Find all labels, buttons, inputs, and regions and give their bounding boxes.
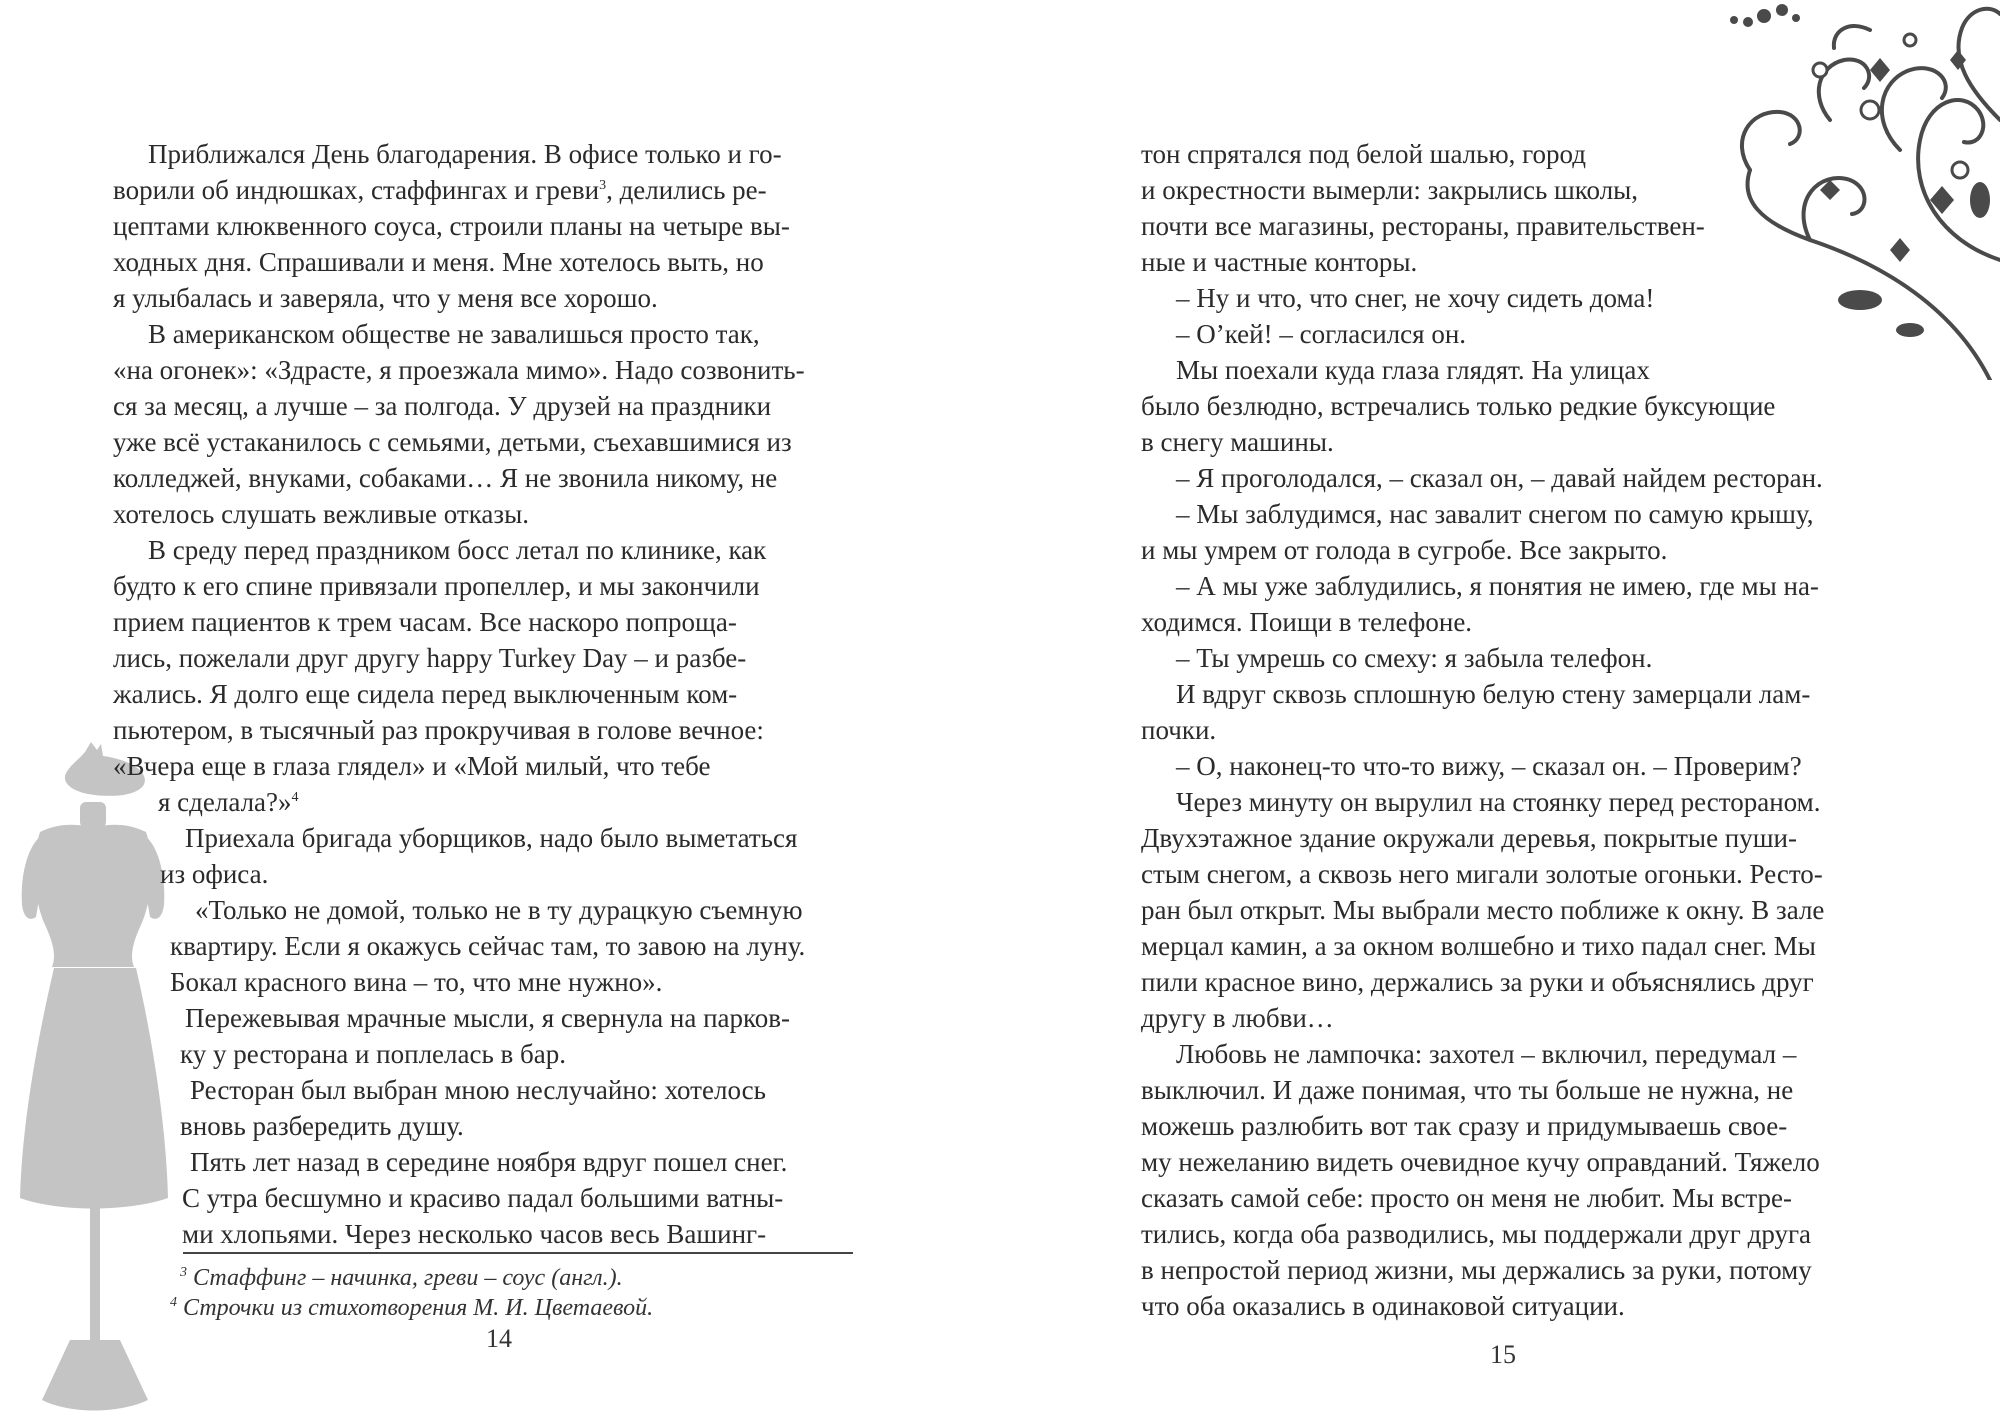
text-line: уже всё устаканилось с семьями, детьми, съехавшимися из (113, 427, 792, 457)
text-line: будто к его спине привязали пропеллер, и мы закончили (113, 571, 760, 601)
footnote (180, 1265, 623, 1292)
text-line: – А мы уже заблудились, я понятия не имею, где мы на- (1176, 571, 1819, 601)
page-number: 14 (486, 1324, 512, 1353)
text-line: сказать самой себе: просто он меня не любит. Мы встре- (1141, 1183, 1793, 1213)
text-line: можешь разлюбить вот так сразу и придумываешь свое- (1141, 1111, 1788, 1141)
text-line: колледжей, внуками, собаками… Я не звонила никому, не (113, 463, 778, 493)
text-line: Ресторан был выбран мною неслучайно: хотелось (190, 1075, 766, 1105)
footnote-ref: 3 (599, 178, 607, 193)
text-line: тились, когда оба разводились, мы поддержали друг друга (1141, 1219, 1812, 1249)
footnote-ref: 4 (291, 790, 299, 805)
text-line: что оба оказались в одинаковой ситуации. (1141, 1291, 1625, 1321)
text-line: мерцал камин, а за окном волшебно и тихо падал снег. Мы (1141, 931, 1816, 961)
footnote-text: Стаффинг – начинка, греви – соус (англ.). (193, 1265, 623, 1291)
text-fragment: ворили об индюшках, стаффингах и греви (113, 175, 600, 205)
text-line: и окрестности вымерли: закрылись школы, (1141, 175, 1639, 205)
text-line (158, 784, 299, 820)
text-line: из офиса. (160, 859, 269, 889)
text-line: ся за месяц, а лучше – за полгода. У друзей на праздники (113, 391, 772, 421)
text-line: «Только не домой, только не в ту дурацкую съемную (195, 895, 803, 925)
right-page (1000, 0, 2000, 1421)
footnote-mark: 3 (180, 1265, 187, 1280)
text-line: ку у ресторана и поплелась в бар. (180, 1039, 567, 1069)
text-line: стым снегом, а сквозь него мигали золотые огоньки. Ресто- (1141, 859, 1823, 889)
text-line: – Ну и что, что снег, не хочу сидеть дома! (1176, 283, 1655, 313)
text-line: квартиру. Если я окажусь сейчас там, то завою на луну. (170, 931, 806, 961)
text-line: В американском обществе не завалишься просто так, (148, 319, 760, 349)
text-line: ные и частные конторы. (1141, 247, 1418, 277)
text-fragment: я сделала?» (158, 787, 292, 817)
text-line: Мы поехали куда глаза глядят. На улицах (1176, 355, 1650, 385)
text-line: ран был открыт. Мы выбрали место поближе к окну. В зале (1141, 895, 1825, 925)
text-line: Пережевывая мрачные мысли, я свернула на парков- (185, 1003, 791, 1033)
text-line: ходных дня. Спрашивали и меня. Мне хотелось выть, но (113, 247, 764, 277)
text-line: Бокал красного вина – то, что мне нужно». (170, 967, 663, 997)
text-line (113, 172, 767, 208)
text-line: – Я проголодался, – сказал он, – давай найдем ресторан. (1176, 463, 1823, 493)
text-line: И вдруг сквозь сплошную белую стену замерцали лам- (1176, 679, 1811, 709)
text-line: пьютером, в тысячный раз прокручивая в голове вечное: (113, 715, 764, 745)
footnote-mark: 4 (170, 1295, 177, 1310)
text-line: цептами клюквенного соуса, строили планы на четыре вы- (113, 211, 790, 241)
text-line: – О, наконец-то что-то вижу, – сказал он. – Проверим? (1176, 751, 1802, 781)
text-line: «на огонек»: «Здрасте, я проезжала мимо». Надо созвонить- (113, 355, 805, 385)
text-line: жались. Я долго еще сидела перед выключенным ком- (113, 679, 738, 709)
text-line: было безлюдно, встречались только редкие буксующие (1141, 391, 1776, 421)
text-line: в непростой период жизни, мы держались за руки, потому (1141, 1255, 1812, 1285)
text-line: пили красное вино, держались за руки и объяснялись друг (1141, 967, 1814, 997)
text-line: вновь разбередить душу. (180, 1111, 464, 1141)
text-line: Любовь не лампочка: захотел – включил, передумал – (1176, 1039, 1797, 1069)
text-line: С утра бесшумно и красиво падал большими ватны- (182, 1183, 784, 1213)
text-line: – Ты умрешь со смеху: я забыла телефон. (1176, 643, 1653, 673)
text-line: Пять лет назад в середине ноября вдруг пошел снег. (190, 1147, 788, 1177)
text-line: хотелось слушать вежливые отказы. (113, 499, 529, 529)
text-line: ми хлопьями. Через несколько часов весь Вашинг- (182, 1219, 767, 1249)
text-line: «Вчера еще в глаза глядел» и «Мой милый, что тебе (113, 751, 711, 781)
text-line: Через минуту он вырулил на стоянку перед рестораном. (1176, 787, 1821, 817)
text-line: почти все магазины, рестораны, правительствен- (1141, 211, 1705, 241)
text-line: тон спрятался под белой шалью, город (1141, 139, 1586, 169)
text-line: прием пациентов к трем часам. Все наскоро попроща- (113, 607, 737, 637)
footnote (170, 1295, 653, 1322)
text-line: Приехала бригада уборщиков, надо было выметаться (185, 823, 798, 853)
page-number: 15 (1490, 1340, 1516, 1369)
text-line: я улыбалась и заверяла, что у меня все хорошо. (113, 283, 658, 313)
footnote-divider (183, 1252, 853, 1254)
text-line: и мы умрем от голода в сугробе. Все закрыто. (1141, 535, 1668, 565)
text-line: Приближался День благодарения. В офисе только и го- (148, 139, 782, 169)
text-line: ходимся. Поищи в телефоне. (1141, 607, 1473, 637)
text-line: – О’кей! – согласился он. (1176, 319, 1467, 349)
text-line: Двухэтажное здание окружали деревья, покрытые пуши- (1141, 823, 1797, 853)
text-line: лись, пожелали друг другу happy Turkey Day – и разбе- (113, 643, 747, 673)
text-line: В среду перед праздником босс летал по клинике, как (148, 535, 767, 565)
text-line: – Мы заблудимся, нас завалит снегом по самую крышу, (1176, 499, 1814, 529)
text-line: почки. (1141, 715, 1217, 745)
text-line: му нежеланию видеть очевидное кучу оправданий. Тяжело (1141, 1147, 1820, 1177)
text-line: другу в любви… (1141, 1003, 1334, 1033)
text-line: в снегу машины. (1141, 427, 1334, 457)
text-fragment: , делились ре- (606, 175, 767, 205)
footnote-text: Строчки из стихотворения М. И. Цветаевой. (183, 1295, 654, 1321)
mannequin-illustration (10, 740, 185, 1420)
text-line: выключил. И даже понимая, что ты больше не нужна, не (1141, 1075, 1794, 1105)
